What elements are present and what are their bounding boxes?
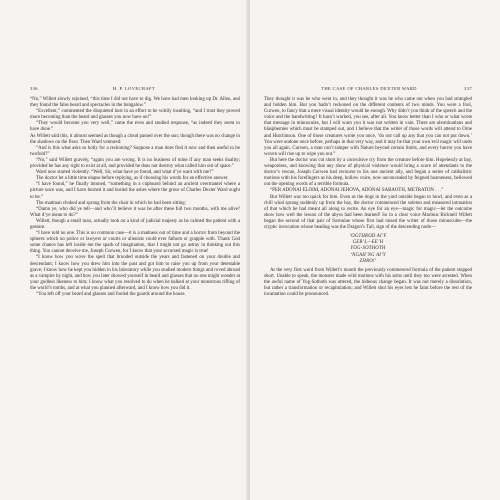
incantation-block [264,234,472,265]
left-page-number: 336 [30,86,38,91]
incantation-line: ‘NGAH’NG AI’Y [350,252,386,258]
incantation-line: YOG-SOTHOTH [350,246,386,252]
paragraph: The doctor let a little time elapse before replying, as if choosing his words for an effective answer. [36,176,229,182]
left-page-body [30,97,240,298]
paragraph: Willett, though a small man, actually took on a kind of judicial majesty as he calmed the patient with a gesture. [30,218,240,230]
incantation-line: GEB’L—EE’H [352,240,384,246]
paragraph: But here the doctor was cut short by a convulsive cry from the creature before him. Hopelessly at bay, weaponless, and knowing that any show of physical violence would bring a score of attendants to the doctor’s rescue, Joseph Curwen had recourse to his one ancient ally, and began a series of cabbalistic motions with his forefingers as his deep, hollow voice, now unconcealed by feigned hoarseness, bellowed out the opening words of a terrible formula. [264,157,472,188]
paragraph: “Excellent,” commented the disquieted host in an effort to be wittily insulting, “and I trust they proved more becoming than the beard and glasses you now have on!” [30,109,240,121]
paragraph: “No,” Willett slowly rejoined, “this time I did not have to dig. We have had men looking up Dr. Allen, and they found the false beard and spectacles in the bungalow.” [30,97,240,109]
paragraph: “I have told no one. This is no common case—it is a madness out of time and a horror from beyond the spheres which no police or lawyers or courts or alienists could ever fathom or grapple with. Thank God some chance has left inside me the spark of imagination, that I might not go astray in thinking out this thing. You cannot deceive me, Joseph Curwen, for I know that your accursed magic is true! [30,231,240,255]
right-running-title: THE CASE OF CHARLES DEXTER WARD [321,86,417,91]
left-running-head [30,86,240,91]
paragraph: Ward now started violently. “Well, Sir, what have ye found, and what d’ye want with me?” [36,170,214,176]
paragraph: “I know how you wove the spell that brooded outside the years and fastened on your double and descendant; I know how you drew him into the past and got him to raise you up from your detestable grave; I know how he kept you hidden in his laboratory while you studied modern things and roved abroad as a vampire by night, and how you later showed yourself in beard and glasses that no one might wonder at your godless likeness to him; I know what you resolved to do when he balked at your monstrous rifling of the world’s tombs, and at what you planned afterward, and I know how you did it. [30,255,240,291]
right-page-number: 337 [464,86,472,91]
paragraph: “Damn ye, who did ye tell—and who’ll believe it was he after these full two months, with me alive? What d’ye mean to do?” [30,206,240,218]
paragraph: They thought it was he who went in, and they thought it was he who came out when you had strangled and hidden him. But you hadn’t reckoned on the different contents of two minds. You were a fool, Curwen, to fancy that a mere visual identity would be enough. Why didn’t you think of the speech and the voice and the handwriting? It hasn’t worked, you see, after all. You know better than I who or what wrote that message in minuscules, but I will warn you it was not written in vain. There are abominations and blasphemies which must be stamped out, and I believe that the writer of those words will attend to Orne and Hutchinson. One of those creatures wrote you once, ‘do not call up any that you can not put down.’ You were undone once before, perhaps in that very way, and it may be that your own evil magic will undo you all again. Curwen, a man can’t tamper with Nature beyond certain limits, and every horror you have woven will rise up to wipe you out.” [264,97,472,157]
paragraph: “PER ADONAI ELOIM, ADONAI JEHOVA, ADONAI SABAOTH, METRATON . . .” [270,188,444,194]
paragraph: But Willett was too quick for him. Even as the dogs in the yard outside began to howl, and even as a chill wind sprang suddenly up from the bay, the doctor commenced the solemn and measured intonation of that which he had meant all along to recite. An eye for an eye—magic for magic—let the outcome show how well the lesson of the abyss had been learned! So in a clear voice Marinus Bicknell Willett began the second of that pair of formulae whose first had raised the writer of those minuscules—the cryptic invocation whose heading was the Dragon’s Tail, sign of the descending node— [264,194,472,230]
paragraph: “No,” said Willett gravely, “again you are wrong. It is no business of mine if any man seeks duality; provided he has any right to exist at all, and provided he does not destroy what called him out of space.” [30,157,240,170]
paragraph: “You left off your beard and glasses and fooled the guards around the house. [36,292,186,297]
incantation-line: ‘OGTHROD AI’F [349,234,387,240]
paragraph: At the very first word from Willett’s mouth the previously commenced formula of the patient stopped short. Unable to speak, the monster made wild motions with his arms until they too were arrested. When the awful name of Yog-Sothoth was uttered, the hideous change began. It was not merely a dissolution, but rather a transformation or recapitulation; and Willett shut his eyes lest he faint before the rest of the incantation could be pronounced. [264,268,472,298]
paragraph: As Willett said this, it almost seemed as though a cloud passed over the sun; though there was no change in the shadows on the floor. Then Ward ventured: [30,133,240,145]
paragraph [30,121,240,133]
left-running-title: H. P. LOVECRAFT [112,86,156,91]
incantation-line: ZHRO!’ [359,258,377,264]
right-page [250,0,500,500]
paragraph-text: “They would become you very well,” came the even and studied response, “as indeed they seem to have done.” [30,121,240,133]
paragraph: The madman choked and sprang from the chair in which he had been sitting: [36,200,187,206]
right-page-body [264,97,472,299]
paragraph: “And is this what asks so hotly for a reckoning? Suppose a man does find it now and then useful to be twofold?” [30,145,240,157]
right-running-head [264,86,472,91]
paragraph: “I have found,” he finally intoned, “something in a cupboard behind an ancient overmantel where a picture once was, and I have burned it and buried the ashes where the grave of Charles Dexter Ward ought to be.” [30,182,240,200]
